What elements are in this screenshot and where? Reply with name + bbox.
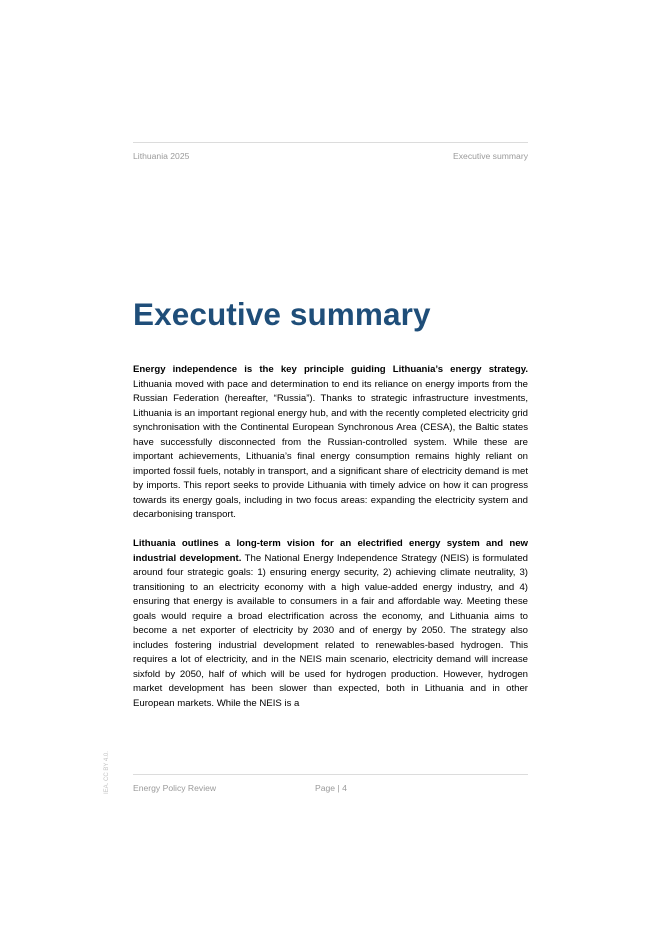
running-header-section: Executive summary	[453, 151, 528, 161]
paragraph-2-lead: Lithuania outlines a long-term vision for an electrified energy system and new industrial development.	[133, 538, 528, 564]
footer-rule	[133, 774, 528, 775]
page-number: Page | 4	[315, 783, 347, 793]
running-header-country: Lithuania 2025	[133, 151, 190, 161]
paragraph-2-text: The National Energy Independence Strategy (NEIS) is formulated around four strategic goals: 1) ensuring energy security, 2) achieving climate neutrality, 3) transitioning to an electricity economy with a high value-added energy industry, and 4) ensuring that energy is available to consumers in a fair and affordable way. Meeting these goals would require a broad electrification across the economy, and Lithuania aims to become a net exporter of electricity by 2030 and of energy by 2050. The strategy also includes fostering industrial development related to renewables-based hydrogen. This requires a lot of electricity, and in the NEIS main scenario, electricity demand will increase sixfold by 2050, half of which will be used for hydrogen production. However, hydrogen market development has been slower than expected, both in Lithuania and in other European markets. While the NEIS is a	[133, 552, 529, 709]
running-footer-publication: Energy Policy Review	[133, 783, 217, 793]
page-title: Executive summary	[133, 296, 431, 332]
paragraph-2	[133, 537, 528, 711]
paragraph-1	[133, 363, 528, 523]
paragraph-1-lead: Energy independence is the key principle guiding Lithuania’s energy strategy.	[133, 364, 528, 375]
paragraph-1-text: Lithuania moved with pace and determination to end its reliance on energy imports from the Russian Federation (hereafter, “Russia”). Thanks to strategic infrastructure investments, Lithuania is an important regional energy hub, and with the recently completed electricity grid synchronisation with the Continental European Synchronous Area (CESA), the Baltic states have successfully disconnected from the Russian-controlled system. While these are important achievements, Lithuania’s final energy consumption remains highly reliant on imported fossil fuels, notably in transport, and a significant share of electricity demand is met by imports. This report seeks to provide Lithuania with timely advice on how it can progress towards its energy goals, including in two focus areas: expanding the electricity system and decarbonising transport.	[133, 378, 528, 520]
license-note: IEA. CC BY 4.0.	[104, 751, 110, 794]
header-rule	[133, 142, 528, 143]
body-text	[133, 363, 528, 726]
